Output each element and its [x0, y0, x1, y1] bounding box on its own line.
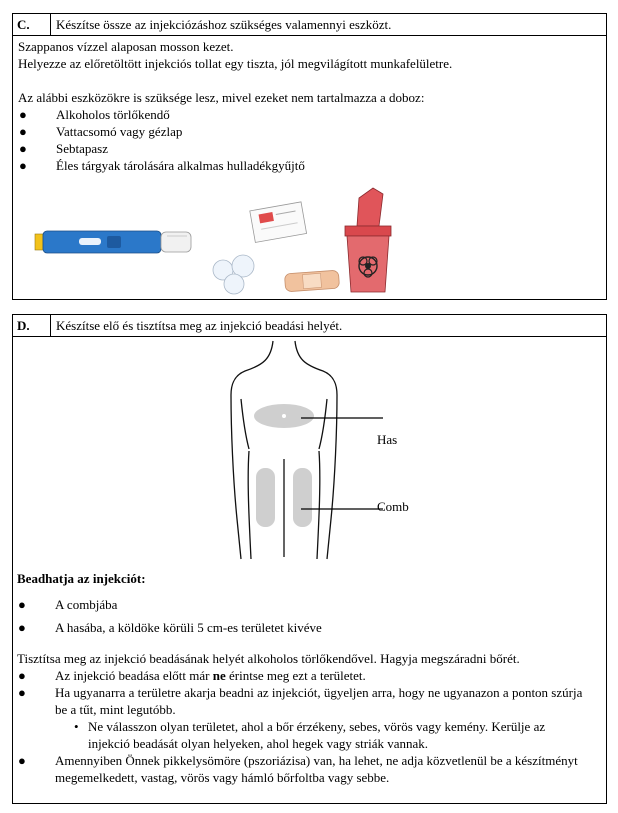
- abdomen-label: Has: [377, 432, 398, 447]
- supply-item: ● Sebtapasz: [19, 141, 108, 156]
- section-c-title: Készítse össze az injekciózáshoz szükséges valamennyi eszközt.: [56, 17, 392, 32]
- site-item: ● A combjába: [18, 597, 118, 612]
- cotton-ball-icon: [213, 255, 254, 294]
- instruction-sub-item: • Ne válasszon olyan területet, ahol a bőr érzékeny, sebes, vörös vagy kemény. Kerülje az injekció beadását olyan helyeken, ahol hegek vagy striák vannak.: [74, 719, 546, 751]
- place-pen-text: Helyezze az előretöltött injekciós tollat egy tiszta, jól megvilágított munkafelületre.: [18, 56, 453, 71]
- instruction-item: ● Amennyiben Önnek pikkelysömöre (pszoriázisa) van, ha lehet, ne adja közvetlenül be a készítményt megemelkedett, vastag, vörös vagy hámló bőrfoltba vagy sebbe.: [18, 753, 578, 785]
- bandage-icon: [284, 270, 339, 292]
- sharps-container-icon: [345, 188, 391, 292]
- instruction-item: ● Ha ugyanarra a területre akarja beadni az injekciót, ügyeljen arra, hogy ne ugyanazon a ponton szúrja be a tűt, mint legutóbb.: [18, 685, 583, 717]
- supply-item: ● Vattacsomó vagy gézlap: [19, 124, 183, 139]
- supply-item: ● Éles tárgyak tárolására alkalmas hulladékgyűjtő: [19, 158, 305, 173]
- supplies-intro: Az alábbi eszközökre is szüksége lesz, mivel ezeket nem tartalmazza a doboz:: [18, 90, 425, 105]
- section-d-body: [13, 568, 606, 786]
- instruction-item: ● Az injekció beadása előtt már ne érintse meg ezt a területet.: [18, 668, 366, 683]
- section-d-letter: D.: [13, 315, 51, 336]
- supply-item: ● Alkoholos törlőkendő: [19, 107, 170, 122]
- thigh-label: Comb: [377, 499, 409, 514]
- wash-hands-text: Szappanos vízzel alaposan mosson kezet.: [18, 39, 234, 54]
- section-c-header: [13, 14, 606, 36]
- section-c: [12, 13, 607, 300]
- thigh-site-left: [256, 468, 275, 527]
- section-d: [12, 314, 607, 804]
- supplies-illustration: [27, 186, 407, 296]
- section-d-title: Készítse elő és tisztítsa meg az injekció beadási helyét.: [56, 318, 343, 333]
- section-d-header: [13, 315, 606, 337]
- clean-instructions: Tisztítsa meg az injekció beadásának helyét alkoholos törlőkendővel. Hagyja megszáradni bőrét.: [17, 651, 520, 666]
- thigh-site-right: [293, 468, 312, 527]
- site-item: ● A hasába, a köldöke körüli 5 cm-es területet kivéve: [18, 620, 322, 635]
- section-c-letter: C.: [13, 14, 51, 35]
- alcohol-wipe-icon: [250, 202, 307, 243]
- sites-heading: Beadhatja az injekciót:: [17, 571, 146, 586]
- section-c-body: [13, 36, 606, 174]
- injection-pen-icon: [35, 231, 191, 253]
- injection-site-diagram: [213, 339, 453, 561]
